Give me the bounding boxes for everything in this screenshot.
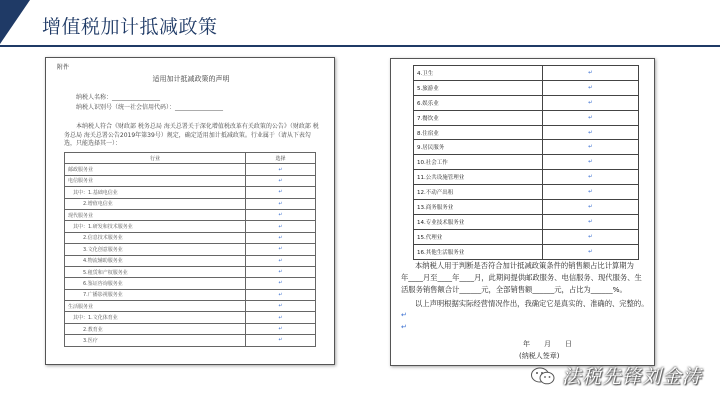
table-row [65,289,316,300]
date-label: 年 月 日 [523,340,572,348]
industry-cell: 邮政服务业 [65,164,246,175]
table-row [414,110,639,125]
taxpayer-id-field: 纳税人识别号（统一社会信用代码）：________________ [76,104,224,111]
industry-cell: 15.代理业 [414,229,543,244]
industry-cell: 7.广播影视服务业 [65,289,246,300]
industry-cell: 2.信息技术服务业 [65,232,246,243]
table-row [65,301,316,312]
table-row [414,244,639,259]
choice-cell: ↵ [246,175,316,186]
header-accent-shape [0,0,30,44]
industry-cell: 16.其他生活服务业 [414,244,543,259]
table-row [414,95,639,110]
choice-cell: ↵ [246,289,316,300]
table-row [414,214,639,229]
industry-cell: 3.文化创意服务业 [65,244,246,255]
table-row [65,187,316,198]
industry-cell: 11.公共设施管理业 [414,170,543,185]
industry-cell: 10.社会工作 [414,155,543,170]
table-row [65,221,316,232]
truthfulness-statement: 以上声明根据实际经营情况作出，我确定它是真实的、准确的、完整的。 [415,299,649,308]
industry-cell: 6.娱乐业 [414,95,543,110]
industry-cell: 8.住宿业 [414,125,543,140]
industry-cell: 生活服务业 [65,301,246,312]
industry-cell: 5.租赁和产权服务业 [65,266,246,277]
choice-cell: ↵ [543,125,639,140]
table-row [65,164,316,175]
industry-cell: 14.专业技术服务业 [414,214,543,229]
industry-cell: 9.居民服务 [414,140,543,155]
industry-cell: 4.卫生 [414,66,543,81]
choice-cell: ↵ [246,244,316,255]
wechat-icon [530,366,556,386]
industry-cell: 现代服务业 [65,209,246,220]
sales-ratio-line-3: 活服务销售额合计______元，全部销售额______元，占比为______%。 [401,285,627,294]
choice-cell: ↵ [543,170,639,185]
return-mark: ↵ [401,323,407,331]
table-row [414,155,639,170]
declaration-page-1 [45,57,335,365]
choice-cell: ↵ [543,66,639,81]
industry-cell: 7.餐饮业 [414,110,543,125]
choice-cell: ↵ [246,335,316,346]
watermark-text: 法税先锋刘金涛 [562,366,703,388]
choice-cell: ↵ [246,301,316,312]
column-header-choice: 选择 [246,153,316,164]
choice-cell: ↵ [543,95,639,110]
industry-cell: 5.旅游业 [414,80,543,95]
attachment-label: 附件 [57,64,70,71]
table-row [414,140,639,155]
declaration-title: 适用加计抵减政策的声明 [152,75,230,83]
industry-table-2 [413,65,639,260]
table-row [414,200,639,215]
choice-cell: ↵ [246,266,316,277]
choice-cell: ↵ [246,198,316,209]
choice-cell: ↵ [543,140,639,155]
industry-cell: 其中：1.文化体育业 [65,312,246,323]
choice-cell: ↵ [246,255,316,266]
industry-cell: 其中：1.研发和技术服务业 [65,221,246,232]
choice-cell: ↵ [246,221,316,232]
page-title: 增值税加计抵减政策 [42,16,218,38]
industry-table-1 [64,152,316,347]
table-row [65,335,316,346]
choice-cell: ↵ [543,155,639,170]
industry-cell: 13.商务服务业 [414,200,543,215]
column-header-industry: 行业 [65,153,246,164]
table-row [65,232,316,243]
choice-cell: ↵ [543,200,639,215]
table-row [65,323,316,334]
choice-cell: ↵ [543,244,639,259]
choice-cell: ↵ [543,110,639,125]
industry-cell: 3.医疗 [65,335,246,346]
sales-ratio-line-1: 本纳税人用于判断是否符合加计抵减政策条件的销售额占比计算期为 [415,261,634,270]
industry-cell: 电信服务业 [65,175,246,186]
choice-cell: ↵ [246,187,316,198]
table-row [414,185,639,200]
industry-cell: 12.不动产出租 [414,185,543,200]
table-header-row [65,153,316,164]
choice-cell: ↵ [246,164,316,175]
choice-cell: ↵ [543,80,639,95]
header-divider [0,45,720,47]
taxpayer-name-field: 纳税人名称：________________ [76,94,161,101]
sales-ratio-line-2: 年____月至____年____月，此期间提供邮政服务、电信服务、现代服务、生 [401,273,642,282]
choice-cell: ↵ [543,185,639,200]
choice-cell: ↵ [543,214,639,229]
table-row [414,170,639,185]
table-row [65,244,316,255]
choice-cell: ↵ [543,229,639,244]
industry-cell: 2.增值电信业 [65,198,246,209]
table-row [414,80,639,95]
watermark [530,362,702,389]
signature-label: (纳税人签章) [519,352,560,360]
table-row [65,255,316,266]
table-row [414,66,639,81]
industry-cell: 6.鉴证咨询服务业 [65,278,246,289]
industry-cell: 4.物流辅助服务业 [65,255,246,266]
industry-cell: 2.教育业 [65,323,246,334]
table-row [65,198,316,209]
table-row [414,125,639,140]
choice-cell: ↵ [246,278,316,289]
table-row [65,278,316,289]
table-row [65,209,316,220]
table-row [414,229,639,244]
table-row [65,312,316,323]
declaration-body: 本纳税人符合《财政部 税务总局 海关总署关于深化增值税改革有关政策的公告》（财政部 税务总局 海关总署公告2019年第39号）规定，确定适用加计抵减政策。行业属于（请从下表勾选，只能选择其一）： [64,123,319,147]
choice-cell: ↵ [246,323,316,334]
industry-cell: 其中：1.基础电信业 [65,187,246,198]
table-row [65,266,316,277]
choice-cell: ↵ [246,312,316,323]
table-row [65,175,316,186]
choice-cell: ↵ [246,232,316,243]
choice-cell: ↵ [246,209,316,220]
return-mark: ↵ [401,311,407,319]
declaration-page-2 [390,58,655,366]
